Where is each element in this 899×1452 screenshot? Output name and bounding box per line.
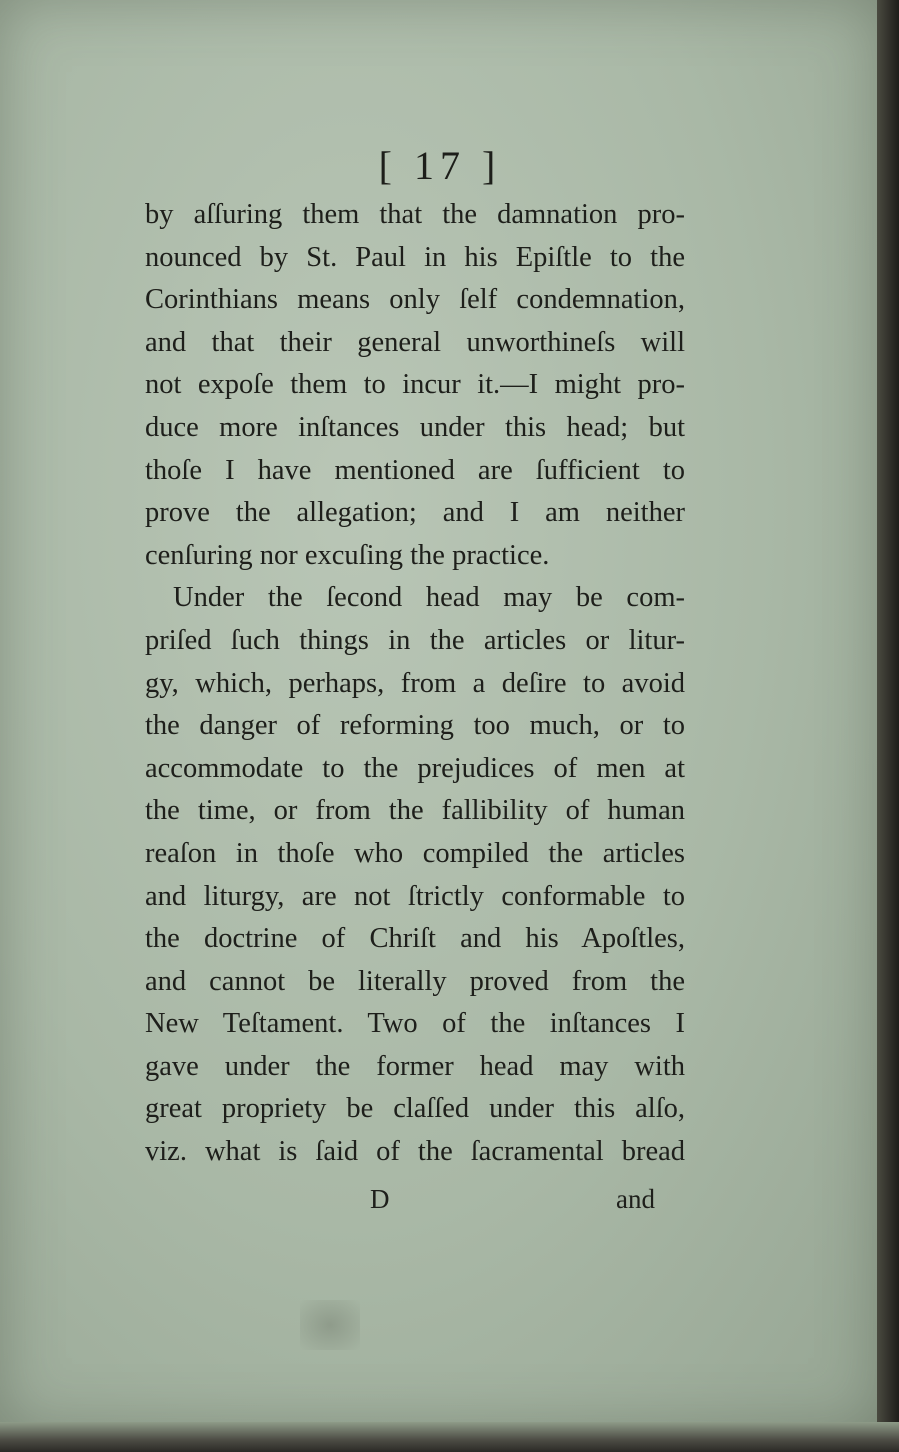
paper-stain	[300, 1300, 360, 1350]
text-line: Corinthians means only ſelf condemnation,	[145, 284, 685, 316]
text-line: and liturgy, are not ſtrictly conformable to	[145, 880, 685, 912]
text-line: duce more inſtances under this head; but	[145, 411, 685, 443]
text-line: great propriety be claſſed under this alſo,	[145, 1093, 685, 1125]
body-text	[145, 194, 685, 1174]
text-line: and cannot be literally proved from the	[145, 965, 685, 997]
catchword: and	[616, 1184, 655, 1214]
text-line: prove the allegation; and I am neither	[145, 497, 685, 529]
text-line: by aſſuring them that the damnation pro-	[145, 199, 685, 230]
text-line: New Teſtament. Two of the inſtances I	[145, 1008, 685, 1040]
text-line: thoſe I have mentioned are ſufficient to	[145, 454, 685, 486]
page-bottom-edge	[0, 1422, 899, 1452]
text-line: priſed ſuch things in the articles or litur-	[145, 624, 685, 656]
text-line: cenſuring nor excuſing the practice.	[145, 539, 550, 571]
paragraph-start-line: Under the ſecond head may be com-	[173, 582, 685, 614]
text-line: and that their general unworthineſs will	[145, 326, 685, 358]
text-line: accommodate to the prejudices of men at	[145, 752, 685, 784]
page-edge-shadow	[877, 0, 899, 1452]
text-line: gave under the former head may with	[145, 1050, 685, 1082]
text-line: not expoſe them to incur it.—I might pro-	[145, 369, 685, 401]
signature-mark: D	[370, 1184, 390, 1214]
text-line: reaſon in thoſe who compiled the articles	[145, 837, 685, 869]
text-line: viz. what is ſaid of the ſacramental bread	[145, 1136, 685, 1168]
text-line: nounced by St. Paul in his Epiſtle to the	[145, 241, 685, 273]
text-line: gy, which, perhaps, from a deſire to avoid	[145, 667, 685, 699]
text-line: the doctrine of Chriſt and his Apoſtles,	[145, 923, 685, 955]
text-line: the time, or from the fallibility of human	[145, 795, 685, 827]
page-number-header: [ 17 ]	[378, 143, 502, 188]
text-line: the danger of reforming too much, or to	[145, 710, 685, 742]
